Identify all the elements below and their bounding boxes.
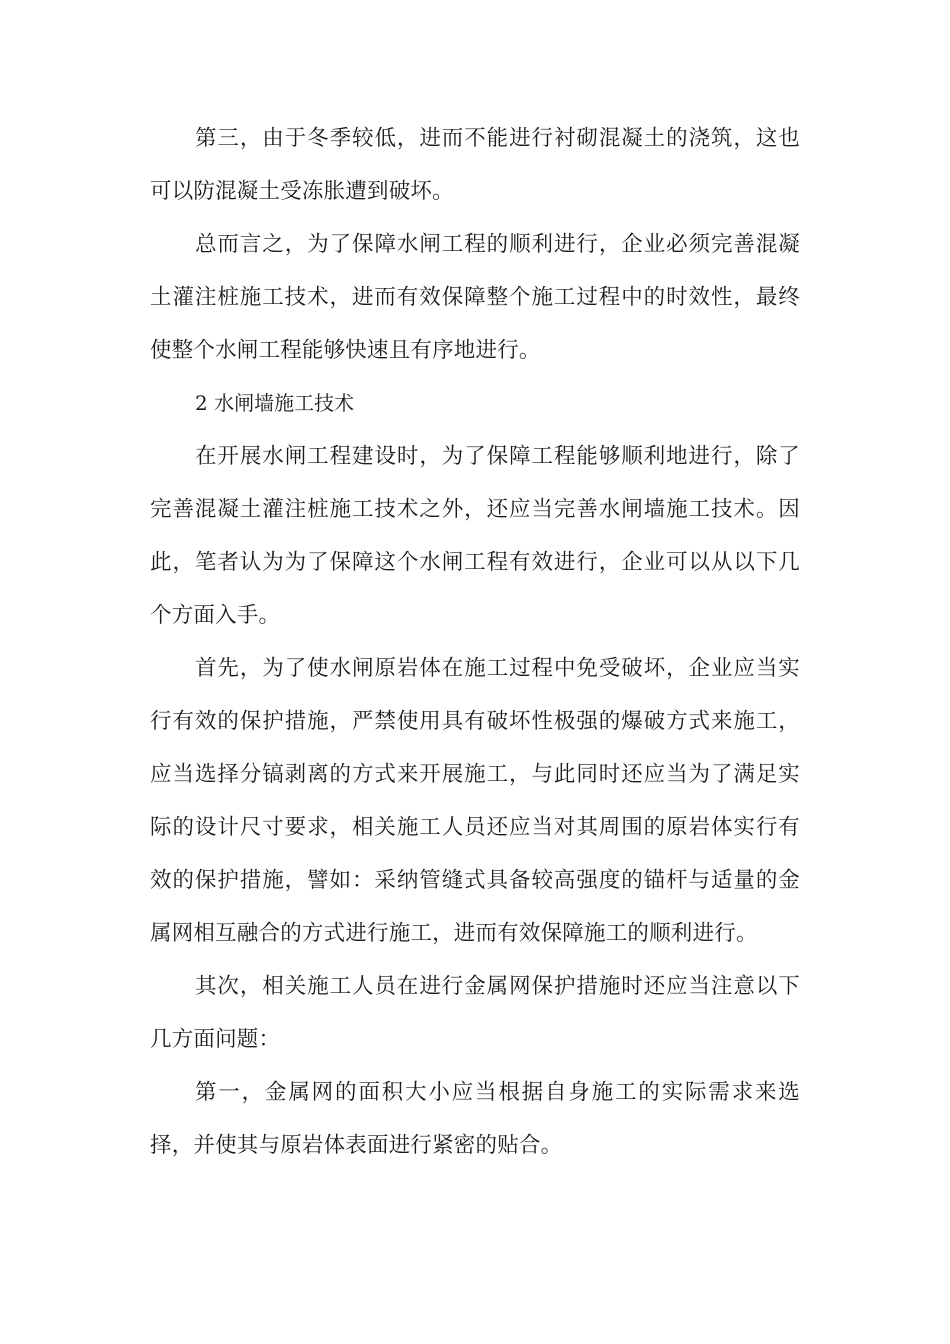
paragraph-first-measure: 首先，为了使水闸原岩体在施工过程中免受破坏，企业应当实行有效的保护措施，严禁使用具有破坏性极强的爆破方式来施工，应当选择分镐剥离的方式来开展施工，与此同时还应当为了满足实际的设计尺寸要求，相关施工人员还应当对其周围的原岩体实行有效的保护措施，譬如：采纳管缝式具备较高强度的锚杆与适量的金属网相互融合的方式进行施工，进而有效保障施工的顺利进行。 (150, 656, 800, 946)
paragraph-summary: 总而言之，为了保障水闸工程的顺利进行，企业必须完善混凝土灌注桩施工技术，进而有效保障整个施工过程中的时效性，最终使整个水闸工程能够快速且有序地进行。 (150, 232, 800, 363)
paragraph-winter-concrete: 第三，由于冬季较低，进而不能进行衬砌混凝土的浇筑，这也可以防混凝土受冻胀遭到破坏。 (150, 126, 800, 204)
paragraph-metal-mesh: 第一，金属网的面积大小应当根据自身施工的实际需求来选择，并使其与原岩体表面进行紧密的贴合。 (150, 1080, 800, 1158)
document-body (150, 112, 800, 1172)
paragraph-second-measure: 其次，相关施工人员在进行金属网保护措施时还应当注意以下几方面问题： (150, 974, 800, 1052)
paragraph-section-intro: 在开展水闸工程建设时，为了保障工程能够顺利地进行，除了完善混凝土灌注桩施工技术之外，还应当完善水闸墙施工技术。因此，笔者认为为了保障这个水闸工程有效进行，企业可以从以下几个方面入手。 (150, 444, 800, 628)
section-heading: 2 水闸墙施工技术 (195, 391, 355, 415)
